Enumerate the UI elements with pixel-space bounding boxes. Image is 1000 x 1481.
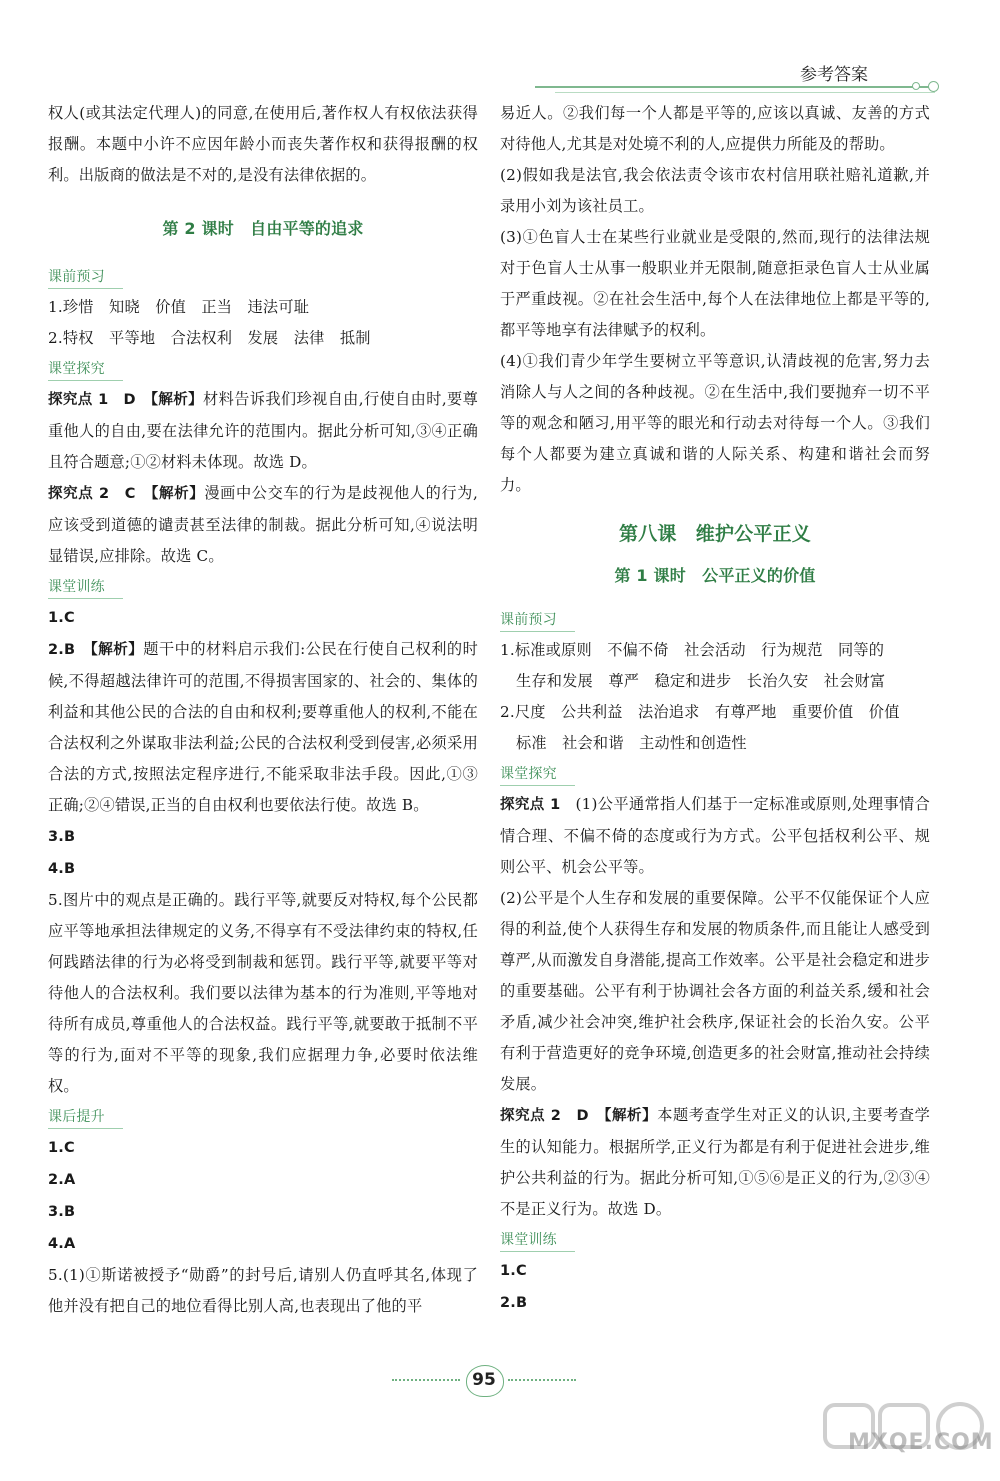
section-heading-training: 课堂训练: [48, 576, 123, 599]
answer-line: 1.C: [48, 610, 75, 626]
explore-text: (1)公平通常指人们基于一定标准或原则,处理事情合情合理、不偏不倚的态度或行为方式。公平包括权利公平、规则公平、机会公平等。: [500, 795, 931, 876]
answer-paragraph: (4)①我们青少年学生要树立平等意识,认清歧视的危害,努力去消除人与人之间的各种歧视。②在生活中,我们要抛弃一切不平等的观念和陋习,用平等的眼光和行动去对待每一个人。③我们每个人都要为建立真诚和谐的人际关系、构建和谐社会而努力。: [500, 352, 930, 494]
section-heading-explore: 课堂探究: [48, 358, 123, 381]
continued-paragraph: 权人(或其法定代理人)的同意,在使用后,著作权人有权依法获得报酬。本题中小许不应因年龄小而丧失著作权和获得报酬的权利。出版商的做法是不对的,是没有法律依据的。: [48, 104, 478, 184]
training-text: 题干中的材料启示我们:公民在行使自己权利的时候,不得超越法律许可的范围,不得损害国家的、社会的、集体的利益和其他公民的合法的自由和权利;要尊重他人的权利,不能在合法权利之外谋取非法利益;公民的合法权利受到侵害,必须采用合法的方式,按照法定程序进行,不能采取非法手段。因此,①③正确;②④错误,正当的自由权利也要依法行使。故选 B。: [48, 640, 478, 814]
answer-line: 标准 社会和谐 主动性和创造性: [516, 734, 747, 752]
explore-answer: [48, 384, 478, 478]
answer-line: 生存和发展 尊严 稳定和进步 长治久安 社会财富: [516, 672, 886, 690]
section-heading-preview: 课前预习: [500, 609, 575, 632]
right-column: [500, 98, 930, 1319]
answer-paragraph: (3)①色盲人士在某些行业就业是受限的,然而,现行的法律法规对于色盲人士从事一般职业并无限制,随意拒录色盲人士从业属于严重歧视。②在社会生活中,每个人在法律地位上都是平等的,都平等地享有法律赋予的权利。: [500, 228, 930, 339]
explore-label: 探究点 1 D 【解析】: [48, 392, 204, 408]
answer-paragraph: 5.(1)①斯诺被授予“勋爵”的封号后,请别人仍直呼其名,体现了他并没有把自己的地位看得比别人高,也表现出了他的平: [48, 1266, 478, 1315]
explore-answer: [48, 478, 478, 572]
explore-label: 探究点 2 D 【解析】: [500, 1108, 658, 1124]
answer-line: 4.A: [48, 1236, 76, 1252]
explore-text: 材料告诉我们珍视自由,行使自由时,要尊重他人的自由,要在法律允许的范围内。据此分析可知,③④正确且符合题意;①②材料未体现。故选 D。: [48, 390, 478, 471]
continued-paragraph: 易近人。②我们每一个人都是平等的,应该以真诚、友善的方式对待他人,尤其是对处境不利的人,应提供力所能及的帮助。: [500, 104, 930, 153]
left-column: [48, 98, 478, 1322]
explore-text: 本题考查学生对正义的认识,主要考查学生的认知能力。根据所学,正义行为都是有利于促进社会进步,维护公共利益的行为。据此分析可知,①⑤⑥是正义的行为,②③④不是正义行为。故选 D。: [500, 1106, 930, 1218]
answer-line: 1.C: [500, 1263, 527, 1279]
explore-answer: [500, 1100, 930, 1225]
answer-line: 2.B: [500, 1295, 528, 1311]
header-rule-thin: [555, 92, 935, 93]
section-heading-preview: 课前预习: [48, 266, 123, 289]
section-heading-training: 课堂训练: [500, 1229, 575, 1252]
explore-answer: [500, 789, 930, 883]
header-dot-small-icon: [912, 82, 920, 90]
lesson-title: 第 1 课时 公平正义的价值: [614, 566, 816, 585]
explore-text: 漫画中公交车的行为是歧视他人的行为,应该受到道德的谴责甚至法律的制裁。据此分析可知,④说法明显错误,应排除。故选 C。: [48, 484, 478, 565]
answer-line: 2.尺度 公共利益 法治追求 有尊严地 重要价值 价值: [500, 703, 900, 721]
footer-rule-right: [508, 1379, 576, 1381]
page-number: 95: [462, 1365, 506, 1395]
answer-line: 3.B: [48, 829, 76, 845]
lesson-title: 第 2 课时 自由平等的追求: [162, 219, 364, 238]
answer-line: 3.B: [48, 1204, 76, 1220]
section-heading-explore: 课堂探究: [500, 763, 575, 786]
section-heading-after: 课后提升: [48, 1106, 123, 1129]
answer-line: 2.A: [48, 1172, 76, 1188]
answer-line: 2.特权 平等地 合法权利 发展 法律 抵制: [48, 329, 371, 347]
footer-rule-left: [392, 1379, 460, 1381]
header-rule: [535, 86, 935, 88]
watermark-text: MXQE.COM: [848, 1430, 994, 1455]
answer-line: 1.C: [48, 1140, 75, 1156]
answer-line: 1.珍惜 知晓 价值 正当 违法可耻: [48, 298, 310, 316]
answer-line: 1.标准或原则 不偏不倚 社会活动 行为规范 同等的: [500, 641, 885, 659]
training-label: 2.B 【解析】: [48, 642, 144, 658]
unit-title: 第八课 维护公平正义: [618, 523, 811, 545]
answer-paragraph: 5.图片中的观点是正确的。践行平等,就要反对特权,每个公民都应平等地承担法律规定的义务,不得享有不受法律约束的特权,任何践踏法律的行为必将受到制裁和惩罚。践行平等,就要平等对待他人的合法权利。我们要以法律为基本的行为准则,平等地对待所有成员,尊重他人的合法权益。践行平等,就要敢于抵制不平等的行为,面对不平等的现象,我们应据理力争,必要时依法维权。: [48, 891, 478, 1095]
explore-label: 探究点 2 C 【解析】: [48, 486, 205, 502]
header-dot-icon: [928, 81, 939, 92]
answer-line: 4.B: [48, 861, 76, 877]
training-answer: [48, 634, 478, 821]
answer-paragraph: (2)假如我是法官,我会依法责令该市农村信用联社赔礼道歉,并录用小刘为该社员工。: [500, 166, 930, 215]
answer-paragraph: (2)公平是个人生存和发展的重要保障。公平不仅能保证个人应得的利益,使个人获得生存和发展的物质条件,而且能让人感受到尊严,从而激发自身潜能,提高工作效率。公平是社会稳定和进步的重要基础。公平有利于协调社会各方面的利益关系,缓和社会矛盾,减少社会冲突,维护社会秩序,保证社会的长治久安。公平有利于营造更好的竞争环境,创造更多的社会财富,推动社会持续发展。: [500, 889, 930, 1093]
explore-label: 探究点 1: [500, 797, 576, 813]
header-title: 参考答案: [800, 65, 868, 85]
